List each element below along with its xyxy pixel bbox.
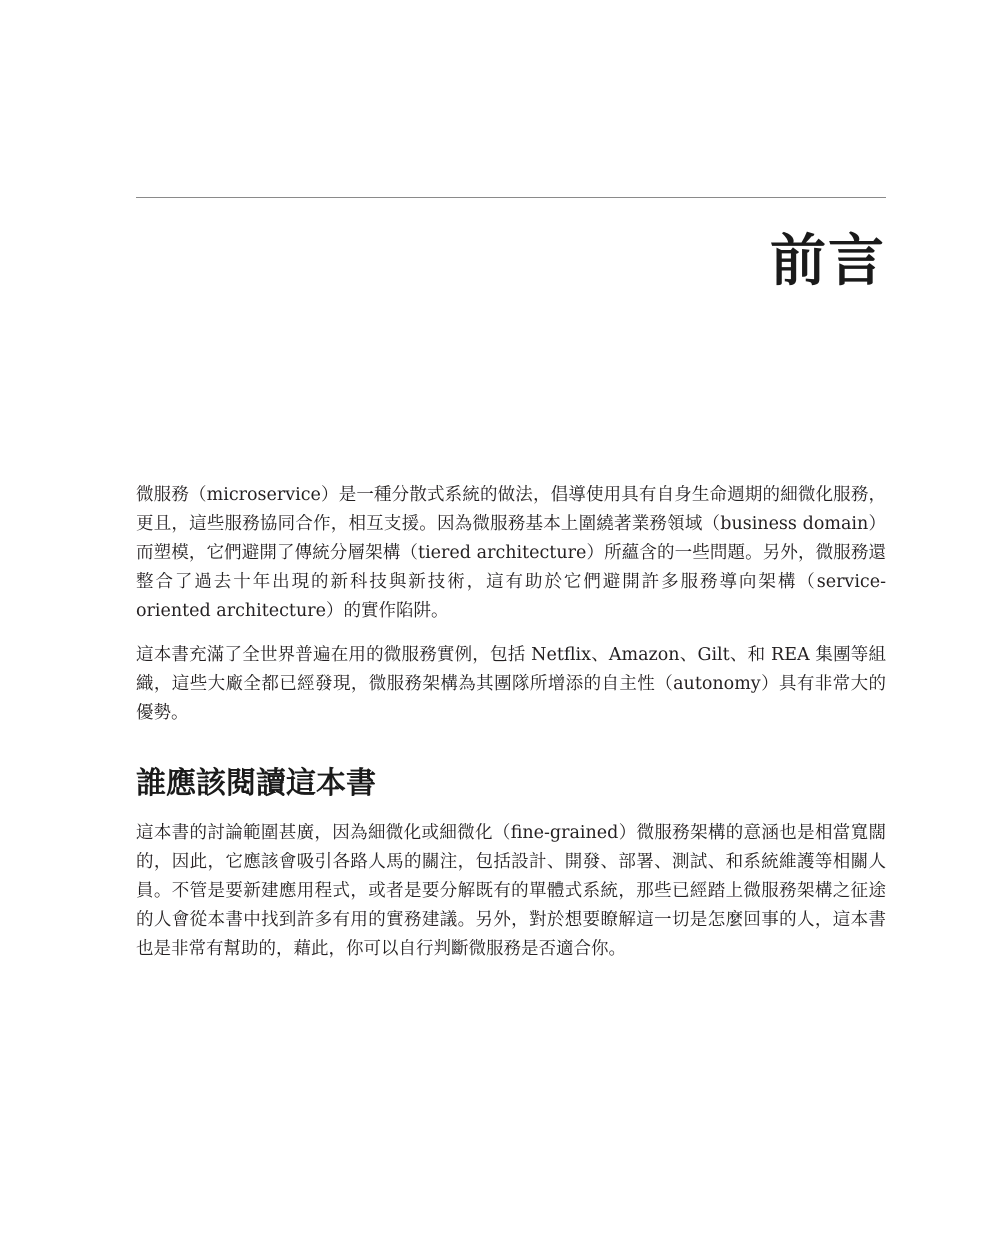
section-heading: 誰應該閱讀這本書 [136, 766, 376, 801]
chapter-divider-rule [136, 197, 886, 198]
section-paragraph-1: 這本書的討論範圍甚廣，因為細微化或細微化（fine-grained）微服務架構的意涵也是相當寬闊的，因此，它應該會吸引各路人馬的關注，包括設計、開發、部署、測試、和系統維護等相關人員。不管是要新建應用程式，或者是要分解既有的單體式系統，那些已經踏上微服務架構之征途的人會從本書中找到許多有用的實務建議。另外，對於想要瞭解這一切是怎麼回事的人，這本書也是非常有幫助的，藉此，你可以自行判斷微服務是否適合你。 [136, 823, 886, 959]
intro-paragraph-2: 這本書充滿了全世界普遍在用的微服務實例，包括 Netflix、Amazon、Gilt、和 REA 集團等組織，這些大廠全都已經發現，微服務架構為其團隊所增添的自主性（autonomy）具有非常大的優勢。 [136, 645, 886, 723]
intro-paragraph-1: 微服務（microservice）是一種分散式系統的做法，倡導使用具有自身生命週期的細微化服務，更且，這些服務協同合作，相互支援。因為微服務基本上圍繞著業務領域（business domain）而塑模，它們避開了傳統分層架構（tiered architecture）所蘊含的一些問題。另外，微服務還整合了過去十年出現的新科技與新技術，這有助於它們避開許多服務導向架構（service-oriented architecture）的實作陷阱。 [136, 485, 886, 621]
chapter-title: 前言 [770, 229, 886, 294]
